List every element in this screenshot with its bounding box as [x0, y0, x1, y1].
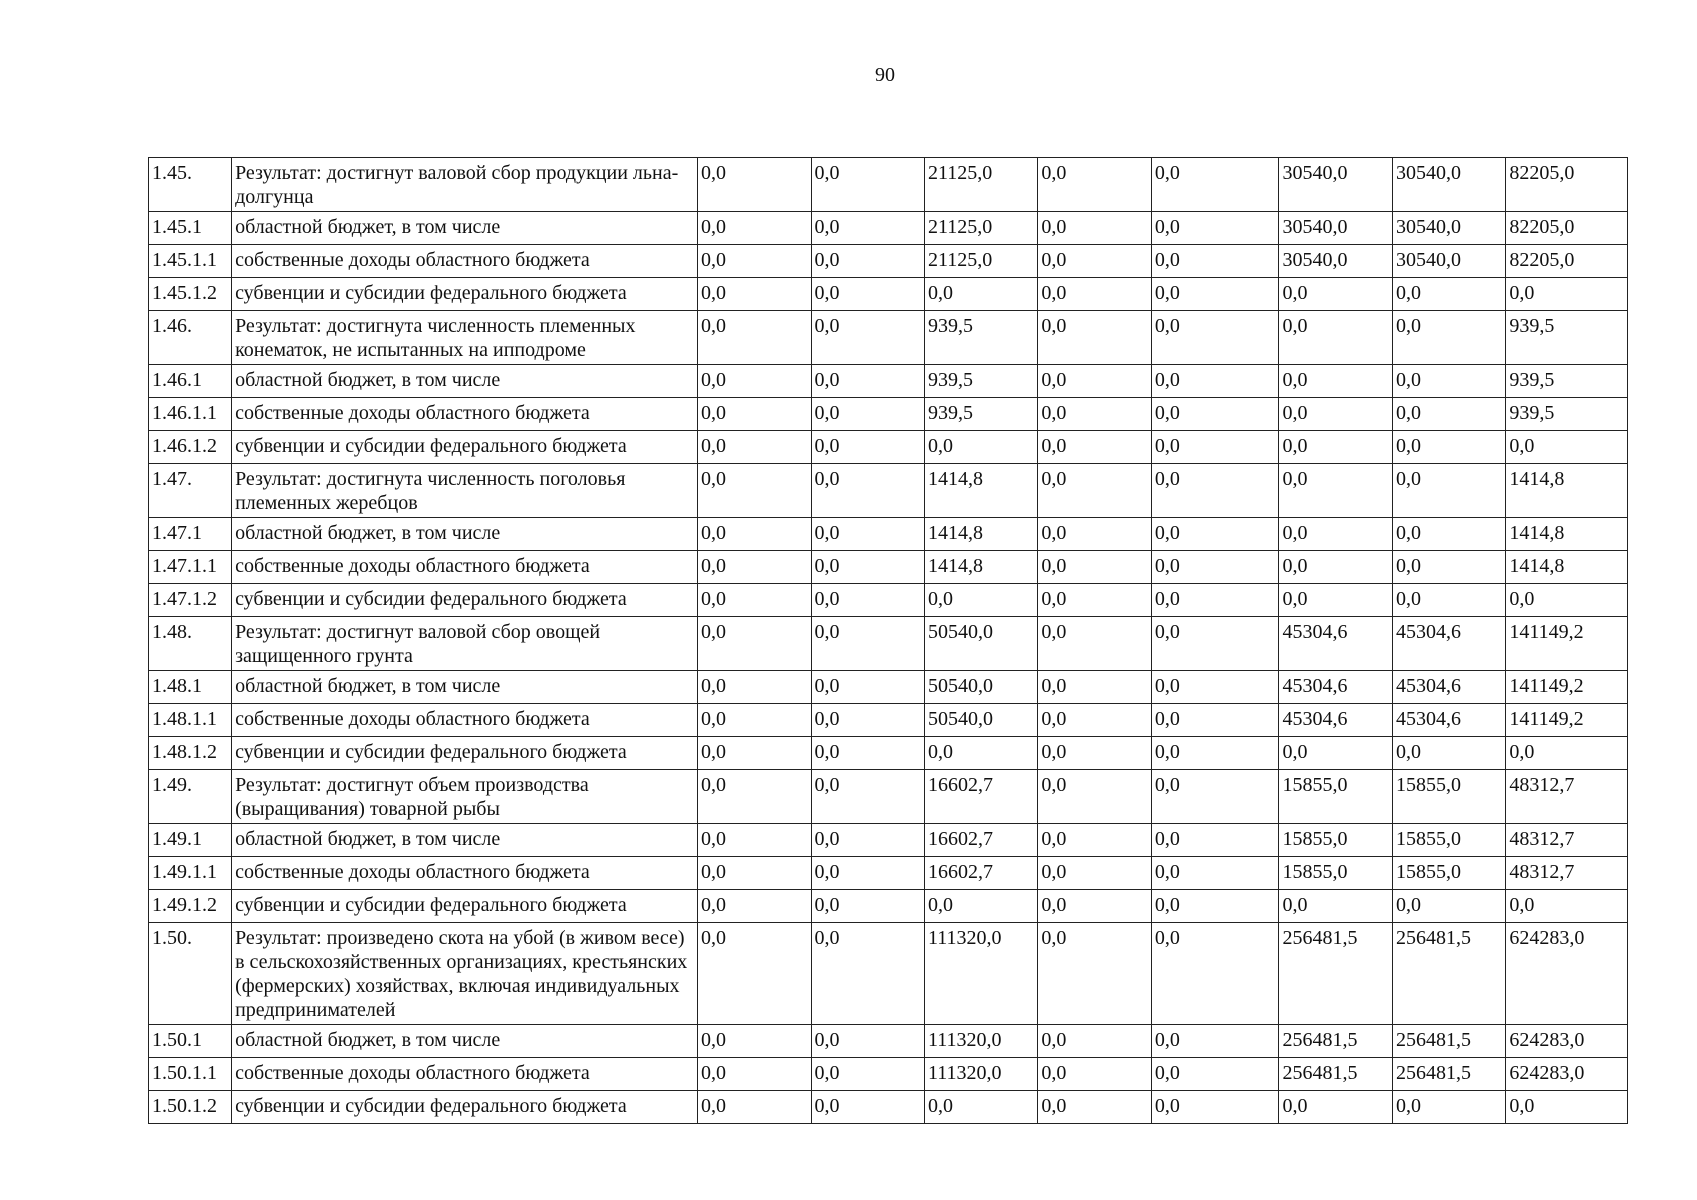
row-value-cell: 0,0 [1038, 737, 1151, 770]
row-value-cell: 15855,0 [1279, 770, 1392, 824]
row-description-cell: собственные доходы областного бюджета [232, 857, 698, 890]
row-value-cell: 0,0 [811, 398, 924, 431]
page-number: 90 [875, 64, 895, 86]
row-value-cell: 0,0 [1392, 398, 1505, 431]
row-value-cell: 45304,6 [1392, 704, 1505, 737]
row-value-cell: 0,0 [1392, 551, 1505, 584]
row-value-cell: 0,0 [811, 770, 924, 824]
budget-table [148, 157, 1628, 1124]
row-value-cell: 0,0 [1151, 1058, 1279, 1091]
row-value-cell: 256481,5 [1392, 1025, 1505, 1058]
table-row [149, 245, 1628, 278]
row-value-cell: 0,0 [1038, 398, 1151, 431]
row-value-cell: 111320,0 [924, 923, 1037, 1025]
row-value-cell: 141149,2 [1506, 704, 1628, 737]
row-value-cell: 15855,0 [1279, 824, 1392, 857]
row-description-cell: областной бюджет, в том числе [232, 518, 698, 551]
table-row [149, 365, 1628, 398]
row-code-cell: 1.50.1.2 [149, 1091, 232, 1124]
table-row [149, 617, 1628, 671]
table-row [149, 584, 1628, 617]
row-value-cell: 0,0 [1279, 1091, 1392, 1124]
table-row [149, 890, 1628, 923]
row-value-cell: 48312,7 [1506, 770, 1628, 824]
row-code-cell: 1.45.1.2 [149, 278, 232, 311]
row-description-cell: Результат: достигнут валовой сбор овощей защищенного грунта [232, 617, 698, 671]
row-value-cell: 0,0 [698, 464, 811, 518]
row-value-cell: 0,0 [698, 737, 811, 770]
row-description-cell: областной бюджет, в том числе [232, 1025, 698, 1058]
row-value-cell: 0,0 [811, 890, 924, 923]
row-value-cell: 141149,2 [1506, 671, 1628, 704]
row-value-cell: 0,0 [1392, 311, 1505, 365]
row-description-cell: областной бюджет, в том числе [232, 212, 698, 245]
row-value-cell: 0,0 [1506, 431, 1628, 464]
row-value-cell: 0,0 [698, 365, 811, 398]
row-value-cell: 0,0 [1151, 617, 1279, 671]
row-value-cell: 0,0 [698, 278, 811, 311]
row-value-cell: 15855,0 [1279, 857, 1392, 890]
row-description-cell: Результат: достигнут объем производства (выращивания) товарной рыбы [232, 770, 698, 824]
row-value-cell: 0,0 [1038, 158, 1151, 212]
row-value-cell: 0,0 [1279, 365, 1392, 398]
row-value-cell: 0,0 [698, 1091, 811, 1124]
row-value-cell: 0,0 [698, 311, 811, 365]
row-value-cell: 0,0 [1279, 278, 1392, 311]
row-value-cell: 0,0 [1279, 551, 1392, 584]
table-row [149, 923, 1628, 1025]
row-value-cell: 1414,8 [924, 551, 1037, 584]
row-value-cell: 0,0 [1038, 464, 1151, 518]
row-value-cell: 0,0 [1038, 857, 1151, 890]
row-value-cell: 45304,6 [1279, 704, 1392, 737]
table-row [149, 770, 1628, 824]
row-value-cell: 0,0 [1038, 770, 1151, 824]
row-value-cell: 1414,8 [924, 464, 1037, 518]
row-value-cell: 0,0 [1392, 278, 1505, 311]
row-value-cell: 0,0 [1151, 1091, 1279, 1124]
table-row [149, 551, 1628, 584]
row-value-cell: 256481,5 [1279, 1025, 1392, 1058]
row-value-cell: 0,0 [1279, 518, 1392, 551]
row-value-cell: 0,0 [1392, 431, 1505, 464]
row-value-cell: 0,0 [811, 923, 924, 1025]
row-value-cell: 0,0 [1506, 737, 1628, 770]
row-description-cell: областной бюджет, в том числе [232, 824, 698, 857]
row-value-cell: 0,0 [1038, 617, 1151, 671]
row-value-cell: 1414,8 [1506, 464, 1628, 518]
row-value-cell: 0,0 [811, 704, 924, 737]
row-value-cell: 939,5 [924, 398, 1037, 431]
row-value-cell: 0,0 [1151, 704, 1279, 737]
row-value-cell: 0,0 [811, 824, 924, 857]
row-value-cell: 0,0 [1038, 245, 1151, 278]
row-value-cell: 30540,0 [1392, 158, 1505, 212]
row-value-cell: 0,0 [698, 245, 811, 278]
row-code-cell: 1.50.1.1 [149, 1058, 232, 1091]
row-code-cell: 1.48. [149, 617, 232, 671]
row-value-cell: 0,0 [1151, 923, 1279, 1025]
row-value-cell: 0,0 [698, 212, 811, 245]
row-value-cell: 15855,0 [1392, 857, 1505, 890]
row-description-cell: собственные доходы областного бюджета [232, 704, 698, 737]
row-value-cell: 0,0 [1151, 365, 1279, 398]
row-value-cell: 0,0 [1151, 518, 1279, 551]
row-value-cell: 256481,5 [1392, 1058, 1505, 1091]
table-row [149, 464, 1628, 518]
row-value-cell: 0,0 [1038, 1025, 1151, 1058]
row-value-cell: 111320,0 [924, 1058, 1037, 1091]
row-value-cell: 0,0 [1151, 212, 1279, 245]
row-value-cell: 30540,0 [1392, 212, 1505, 245]
row-value-cell: 48312,7 [1506, 857, 1628, 890]
row-value-cell: 0,0 [1279, 890, 1392, 923]
row-value-cell: 50540,0 [924, 671, 1037, 704]
row-value-cell: 0,0 [811, 617, 924, 671]
row-value-cell: 0,0 [811, 518, 924, 551]
row-value-cell: 0,0 [1151, 770, 1279, 824]
row-value-cell: 16602,7 [924, 857, 1037, 890]
row-value-cell: 0,0 [811, 857, 924, 890]
row-value-cell: 0,0 [698, 431, 811, 464]
row-value-cell: 0,0 [1392, 518, 1505, 551]
row-description-cell: собственные доходы областного бюджета [232, 398, 698, 431]
row-value-cell: 21125,0 [924, 245, 1037, 278]
row-value-cell: 256481,5 [1392, 923, 1505, 1025]
row-value-cell: 0,0 [1392, 464, 1505, 518]
row-value-cell: 0,0 [698, 671, 811, 704]
row-value-cell: 0,0 [811, 551, 924, 584]
row-value-cell: 0,0 [698, 1025, 811, 1058]
row-value-cell: 939,5 [924, 365, 1037, 398]
table-row [149, 1058, 1628, 1091]
row-value-cell: 16602,7 [924, 824, 1037, 857]
table-row [149, 824, 1628, 857]
row-value-cell: 0,0 [1151, 737, 1279, 770]
row-value-cell: 624283,0 [1506, 923, 1628, 1025]
row-value-cell: 0,0 [811, 1025, 924, 1058]
row-value-cell: 939,5 [1506, 398, 1628, 431]
row-value-cell: 21125,0 [924, 212, 1037, 245]
row-value-cell: 0,0 [1038, 704, 1151, 737]
row-value-cell: 45304,6 [1279, 671, 1392, 704]
table-row [149, 1091, 1628, 1124]
row-value-cell: 0,0 [698, 770, 811, 824]
row-value-cell: 0,0 [1038, 365, 1151, 398]
row-value-cell: 30540,0 [1279, 245, 1392, 278]
row-value-cell: 0,0 [1038, 518, 1151, 551]
row-value-cell: 0,0 [698, 1058, 811, 1091]
row-description-cell: субвенции и субсидии федерального бюджета [232, 584, 698, 617]
row-value-cell: 45304,6 [1392, 617, 1505, 671]
row-code-cell: 1.46.1.2 [149, 431, 232, 464]
row-value-cell: 0,0 [1151, 890, 1279, 923]
row-value-cell: 0,0 [1151, 311, 1279, 365]
row-value-cell: 0,0 [1506, 584, 1628, 617]
row-value-cell: 0,0 [1151, 857, 1279, 890]
row-value-cell: 0,0 [1038, 824, 1151, 857]
table-row [149, 278, 1628, 311]
row-code-cell: 1.48.1.1 [149, 704, 232, 737]
row-code-cell: 1.47.1.1 [149, 551, 232, 584]
table-row [149, 431, 1628, 464]
row-description-cell: областной бюджет, в том числе [232, 671, 698, 704]
row-value-cell: 0,0 [1279, 311, 1392, 365]
row-value-cell: 0,0 [1151, 464, 1279, 518]
table-row [149, 398, 1628, 431]
row-value-cell: 0,0 [698, 704, 811, 737]
row-value-cell: 45304,6 [1392, 671, 1505, 704]
table-row [149, 704, 1628, 737]
row-value-cell: 0,0 [811, 584, 924, 617]
table-row [149, 158, 1628, 212]
row-value-cell: 0,0 [1506, 278, 1628, 311]
row-value-cell: 1414,8 [1506, 551, 1628, 584]
row-value-cell: 624283,0 [1506, 1058, 1628, 1091]
row-value-cell: 0,0 [811, 431, 924, 464]
row-value-cell: 939,5 [924, 311, 1037, 365]
row-value-cell: 141149,2 [1506, 617, 1628, 671]
row-value-cell: 0,0 [811, 365, 924, 398]
row-value-cell: 21125,0 [924, 158, 1037, 212]
row-description-cell: субвенции и субсидии федерального бюджета [232, 431, 698, 464]
row-code-cell: 1.49.1.1 [149, 857, 232, 890]
table-row [149, 212, 1628, 245]
row-code-cell: 1.46. [149, 311, 232, 365]
row-code-cell: 1.49. [149, 770, 232, 824]
row-value-cell: 0,0 [1038, 278, 1151, 311]
row-value-cell: 0,0 [1038, 1091, 1151, 1124]
row-value-cell: 30540,0 [1279, 212, 1392, 245]
row-value-cell: 0,0 [1392, 737, 1505, 770]
row-value-cell: 15855,0 [1392, 824, 1505, 857]
row-value-cell: 82205,0 [1506, 245, 1628, 278]
row-description-cell: собственные доходы областного бюджета [232, 1058, 698, 1091]
row-value-cell: 0,0 [924, 431, 1037, 464]
row-description-cell: субвенции и субсидии федерального бюджета [232, 1091, 698, 1124]
row-code-cell: 1.50. [149, 923, 232, 1025]
row-description-cell: областной бюджет, в том числе [232, 365, 698, 398]
row-value-cell: 939,5 [1506, 311, 1628, 365]
row-description-cell: Результат: достигнута численность племенных конематок, не испытанных на ипподроме [232, 311, 698, 365]
row-value-cell: 0,0 [698, 890, 811, 923]
table-row [149, 311, 1628, 365]
row-value-cell: 1414,8 [924, 518, 1037, 551]
row-value-cell: 0,0 [924, 584, 1037, 617]
row-value-cell: 0,0 [698, 584, 811, 617]
row-code-cell: 1.46.1.1 [149, 398, 232, 431]
row-value-cell: 0,0 [1151, 551, 1279, 584]
row-value-cell: 0,0 [698, 617, 811, 671]
row-value-cell: 0,0 [1392, 365, 1505, 398]
row-value-cell: 0,0 [924, 1091, 1037, 1124]
row-code-cell: 1.48.1 [149, 671, 232, 704]
row-value-cell: 0,0 [1279, 398, 1392, 431]
table-body [149, 158, 1628, 1124]
row-value-cell: 256481,5 [1279, 1058, 1392, 1091]
row-value-cell: 0,0 [1038, 212, 1151, 245]
row-value-cell: 30540,0 [1392, 245, 1505, 278]
row-value-cell: 30540,0 [1279, 158, 1392, 212]
row-value-cell: 50540,0 [924, 617, 1037, 671]
row-code-cell: 1.49.1 [149, 824, 232, 857]
row-code-cell: 1.50.1 [149, 1025, 232, 1058]
row-description-cell: Результат: произведено скота на убой (в живом весе) в сельскохозяйственных организациях, крестьянских (фермерских) хозяйствах, включая индивидуальных предпринимателей [232, 923, 698, 1025]
row-code-cell: 1.45.1.1 [149, 245, 232, 278]
row-value-cell: 0,0 [811, 1058, 924, 1091]
row-value-cell: 0,0 [1151, 398, 1279, 431]
row-code-cell: 1.45.1 [149, 212, 232, 245]
table-row [149, 518, 1628, 551]
row-value-cell: 0,0 [1151, 278, 1279, 311]
row-value-cell: 0,0 [698, 824, 811, 857]
table-row [149, 1025, 1628, 1058]
row-description-cell: Результат: достигнута численность поголовья племенных жеребцов [232, 464, 698, 518]
row-value-cell: 0,0 [1279, 737, 1392, 770]
row-value-cell: 0,0 [698, 857, 811, 890]
row-value-cell: 0,0 [1151, 671, 1279, 704]
row-value-cell: 45304,6 [1279, 617, 1392, 671]
row-value-cell: 0,0 [698, 923, 811, 1025]
row-value-cell: 0,0 [1038, 1058, 1151, 1091]
row-value-cell: 0,0 [1506, 1091, 1628, 1124]
row-value-cell: 0,0 [1506, 890, 1628, 923]
row-value-cell: 624283,0 [1506, 1025, 1628, 1058]
row-value-cell: 0,0 [1038, 923, 1151, 1025]
row-description-cell: Результат: достигнут валовой сбор продукции льна-долгунца [232, 158, 698, 212]
row-value-cell: 0,0 [1392, 890, 1505, 923]
row-value-cell: 0,0 [1392, 1091, 1505, 1124]
row-value-cell: 50540,0 [924, 704, 1037, 737]
row-value-cell: 0,0 [811, 464, 924, 518]
table-row [149, 671, 1628, 704]
row-value-cell: 0,0 [1392, 584, 1505, 617]
row-value-cell: 0,0 [811, 311, 924, 365]
row-value-cell: 0,0 [1038, 671, 1151, 704]
row-code-cell: 1.45. [149, 158, 232, 212]
row-value-cell: 0,0 [1279, 464, 1392, 518]
row-value-cell: 0,0 [1279, 584, 1392, 617]
table-row [149, 857, 1628, 890]
row-value-cell: 256481,5 [1279, 923, 1392, 1025]
row-code-cell: 1.47.1 [149, 518, 232, 551]
row-description-cell: субвенции и субсидии федерального бюджета [232, 737, 698, 770]
row-description-cell: субвенции и субсидии федерального бюджета [232, 890, 698, 923]
row-description-cell: собственные доходы областного бюджета [232, 551, 698, 584]
row-description-cell: субвенции и субсидии федерального бюджета [232, 278, 698, 311]
row-value-cell: 0,0 [811, 1091, 924, 1124]
row-value-cell: 0,0 [698, 398, 811, 431]
row-code-cell: 1.47. [149, 464, 232, 518]
row-value-cell: 0,0 [1038, 431, 1151, 464]
row-value-cell: 0,0 [1151, 431, 1279, 464]
row-value-cell: 0,0 [811, 737, 924, 770]
row-value-cell: 0,0 [1279, 431, 1392, 464]
row-value-cell: 0,0 [811, 245, 924, 278]
row-value-cell: 0,0 [1151, 245, 1279, 278]
row-value-cell: 0,0 [1038, 311, 1151, 365]
row-value-cell: 16602,7 [924, 770, 1037, 824]
row-value-cell: 0,0 [1151, 824, 1279, 857]
row-value-cell: 0,0 [811, 212, 924, 245]
row-value-cell: 82205,0 [1506, 212, 1628, 245]
row-value-cell: 48312,7 [1506, 824, 1628, 857]
row-value-cell: 0,0 [1038, 551, 1151, 584]
row-code-cell: 1.47.1.2 [149, 584, 232, 617]
row-value-cell: 0,0 [1151, 1025, 1279, 1058]
row-code-cell: 1.48.1.2 [149, 737, 232, 770]
row-code-cell: 1.46.1 [149, 365, 232, 398]
row-value-cell: 0,0 [1038, 584, 1151, 617]
row-value-cell: 82205,0 [1506, 158, 1628, 212]
row-value-cell: 0,0 [1151, 158, 1279, 212]
row-value-cell: 0,0 [811, 158, 924, 212]
row-code-cell: 1.49.1.2 [149, 890, 232, 923]
table-row [149, 737, 1628, 770]
row-value-cell: 15855,0 [1392, 770, 1505, 824]
row-value-cell: 0,0 [811, 671, 924, 704]
row-value-cell: 0,0 [924, 278, 1037, 311]
row-value-cell: 0,0 [698, 158, 811, 212]
row-value-cell: 0,0 [1038, 890, 1151, 923]
row-description-cell: собственные доходы областного бюджета [232, 245, 698, 278]
row-value-cell: 0,0 [924, 890, 1037, 923]
row-value-cell: 0,0 [1151, 584, 1279, 617]
row-value-cell: 111320,0 [924, 1025, 1037, 1058]
row-value-cell: 0,0 [698, 518, 811, 551]
row-value-cell: 1414,8 [1506, 518, 1628, 551]
row-value-cell: 0,0 [924, 737, 1037, 770]
row-value-cell: 939,5 [1506, 365, 1628, 398]
row-value-cell: 0,0 [698, 551, 811, 584]
row-value-cell: 0,0 [811, 278, 924, 311]
